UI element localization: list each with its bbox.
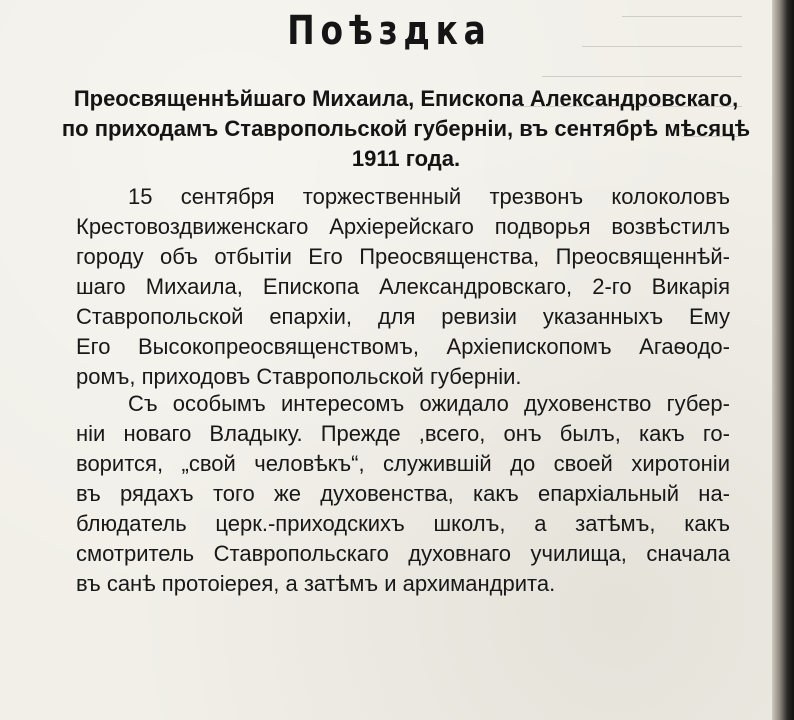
paragraph-2 (76, 389, 730, 599)
document-title: Поѣздка (287, 8, 492, 54)
paragraph-1-line: 15 сентября торжественный трезвонъ колоколовъ (128, 184, 730, 209)
paragraph-2-line: ніи новаго Владыку. Прежде ,всего, онъ былъ, какъ го- (76, 421, 730, 446)
subtitle-line-1: Преосвященнѣйшаго Михаила, Епископа Александровскаго, (73, 86, 739, 111)
paragraph-2-line: ворится, „свой человѣкъ“, служившій до своей хиротоніи (76, 451, 730, 476)
paragraph-2-line: въ санѣ протоіерея, а затѣмъ и архимандрита. (76, 571, 556, 596)
paragraph-1-line: Крестовоздвиженскаго Архіерейскаго подворья возвѣстилъ (76, 214, 730, 239)
paragraph-2-line: въ рядахъ того же духовенства, какъ епархіальный на- (76, 481, 730, 506)
paragraph-1 (76, 182, 730, 392)
paragraph-2-line: Съ особымъ интересомъ ожидало духовенство губер- (128, 391, 730, 416)
paragraph-1-line: городу объ отбытіи Его Преосвященства, Преосвященнѣй- (76, 244, 730, 269)
subtitle-line-3: 1911 года. (351, 146, 461, 171)
paragraph-1-line: Ставропольской епархіи, для ревизіи указанныхъ Ему (76, 304, 730, 329)
paragraph-1-line: шаго Михаила, Епископа Александровскаго, 2-го Викарія (76, 274, 730, 299)
page-edge-shadow (772, 0, 794, 720)
paragraph-1-line: ромъ, приходовъ Ставропольской губерніи. (76, 364, 522, 389)
paragraph-1-line: Его Высокопреосвященствомъ, Архіепископомъ Агаѳодо- (76, 334, 730, 359)
subtitle-line-2: по приходамъ Ставропольской губерніи, въ сентябрѣ мѣсяцѣ (61, 116, 751, 141)
paragraph-2-line: блюдатель церк.-приходскихъ школъ, а затѣмъ, какъ (76, 511, 730, 536)
paragraph-2-line: смотритель Ставропольскаго духовнаго училища, сначала (76, 541, 730, 566)
bleed-through-line (542, 76, 742, 77)
